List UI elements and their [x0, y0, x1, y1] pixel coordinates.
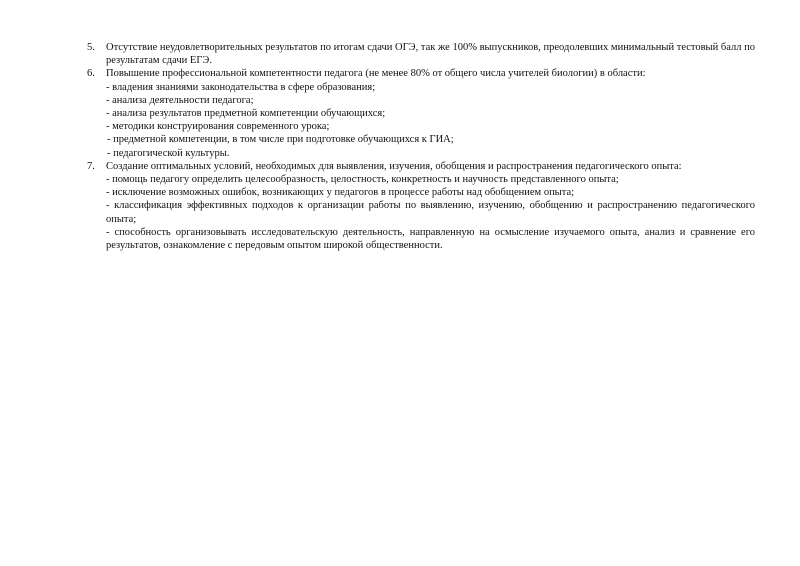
document-content: [87, 41, 755, 252]
subitem: - исключение возможных ошибок, возникающих у педагогов в процессе работы над обобщением опыта;: [106, 187, 575, 199]
item-number: 6.: [87, 68, 95, 80]
item-body: [106, 160, 755, 252]
subitem: - методики конструирования современного урока;: [106, 121, 330, 133]
subitem: - анализа результатов предметной компетенции обучающихся;: [106, 108, 386, 120]
subitem: - владения знаниями законодательства в сфере образования;: [106, 81, 376, 93]
subitem: - помощь педагогу определить целесообразность, целостность, конкретность и научность представленного опыта;: [106, 174, 619, 186]
item-text: Повышение профессиональной компетентности педагога (не менее 80% от общего числа учителей биологии) в области:: [106, 68, 646, 80]
item-number: 7.: [87, 160, 95, 172]
list-item-6: [87, 67, 755, 159]
item-number: 5.: [87, 42, 95, 53]
subitem: - способность организовывать исследовательскую деятельность, направленную на осмысление изучаемого опыта, анализ и сравнение его результатов, ознакомление с передовым опытом широкой общественности.: [106, 226, 755, 252]
subitem: - предметной компетенции, в том числе при подготовке обучающихся к ГИА;: [107, 134, 454, 146]
subitem: - классификация эффективных подходов к организации работы по выявлению, изучению, обобщению и распространению педагогического опыта;: [106, 200, 755, 225]
subitem: - анализа деятельности педагога;: [106, 94, 254, 106]
item-text: Отсутствие неудовлетворительных результатов по итогам сдачи ОГЭ, так же 100% выпускников, преодолевших минимальный тестовый балл по результатам сдачи ЕГЭ.: [106, 42, 755, 67]
item-body: [106, 67, 755, 159]
list-item-7: [87, 160, 755, 252]
item-text: Создание оптимальных условий, необходимых для выявления, изучения, обобщения и распространения педагогического опыта:: [106, 160, 682, 172]
list-item-5: [87, 41, 755, 67]
subitem: - педагогической культуры.: [107, 147, 230, 159]
item-body: [106, 41, 755, 67]
